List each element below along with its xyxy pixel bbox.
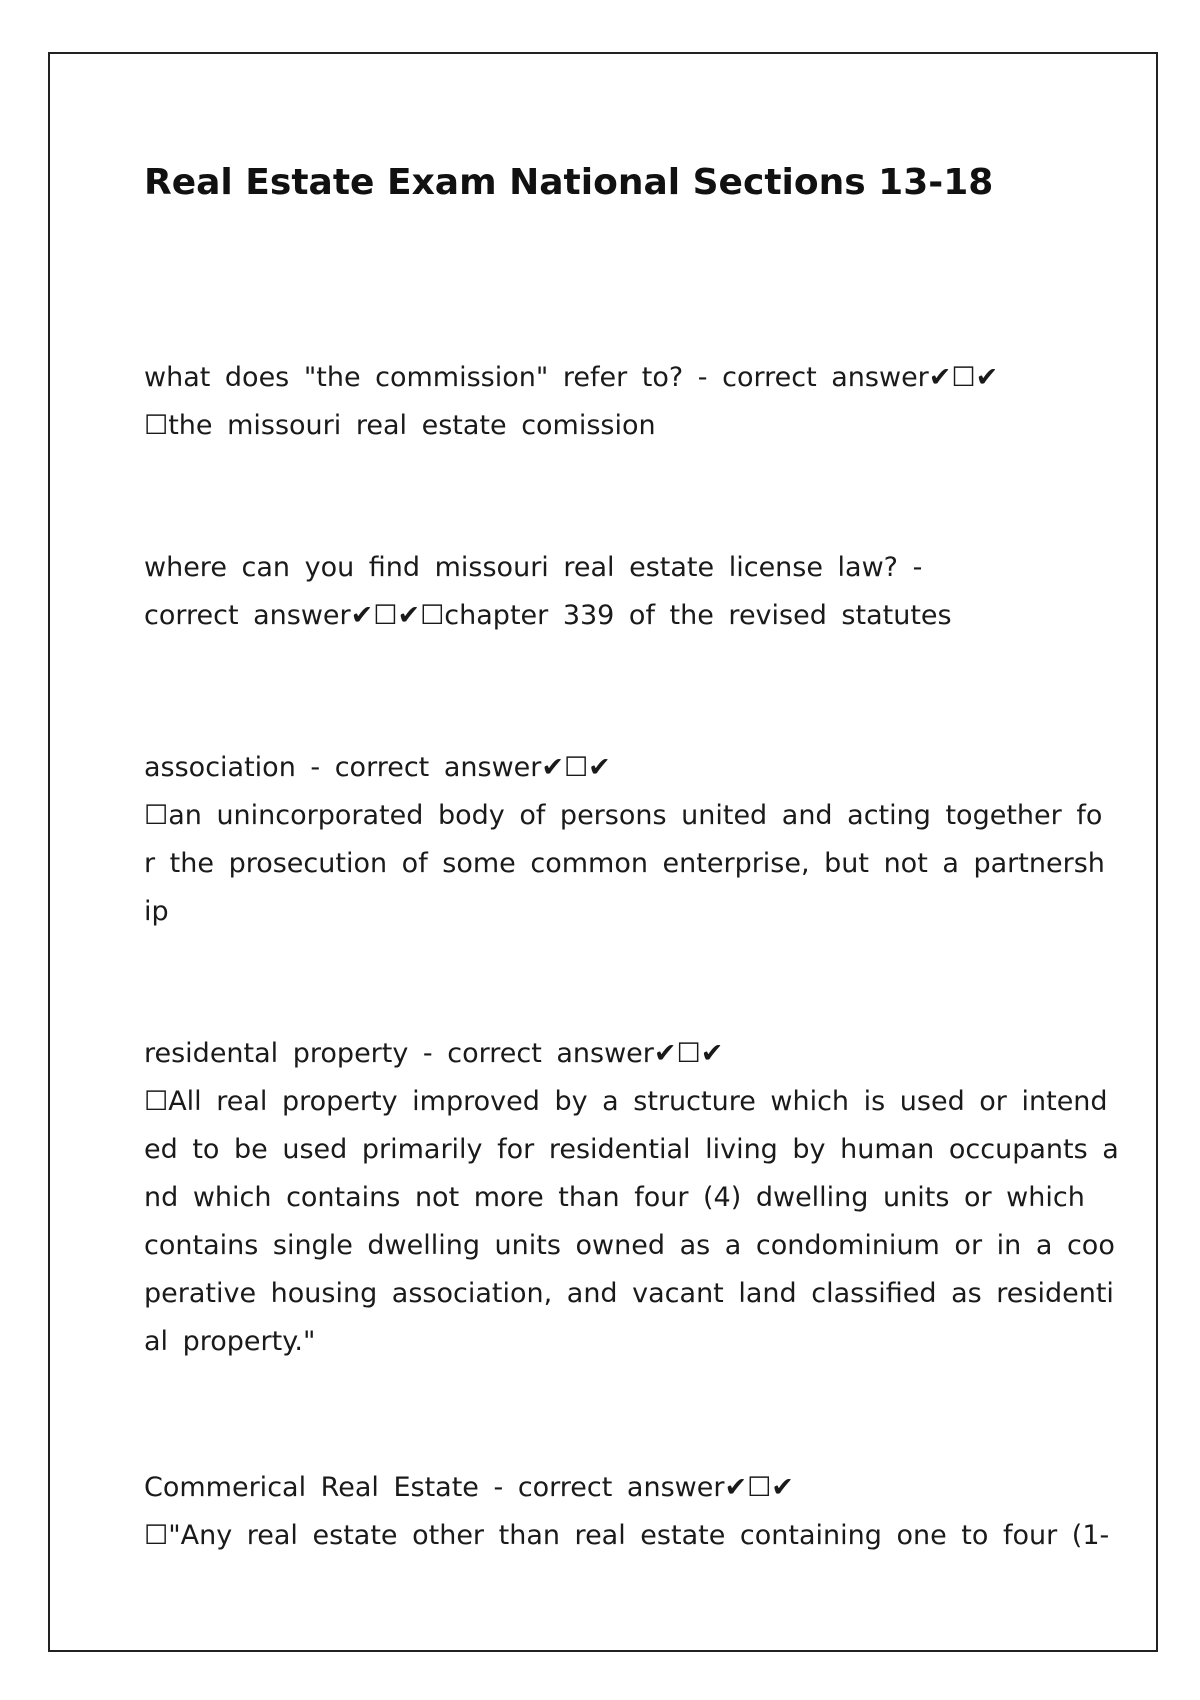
qa-line: perative housing association, and vacant land classified as residenti <box>144 1278 1114 1309</box>
qa-line: ☐an unincorporated body of persons united and acting together fo <box>144 800 1103 831</box>
qa-line: ip <box>144 896 169 927</box>
qa-item-commission <box>144 354 1084 450</box>
qa-line: residental property - correct answer✔☐✔ <box>144 1038 724 1069</box>
qa-line: contains single dwelling units owned as a condominium or in a coo <box>144 1230 1115 1261</box>
qa-item-residential-property <box>144 1030 1119 1366</box>
qa-line: r the prosecution of some common enterprise, but not a partnersh <box>144 848 1105 879</box>
qa-line: correct answer✔☐✔☐chapter 339 of the revised statutes <box>144 600 952 631</box>
qa-item-license-law <box>144 544 1084 640</box>
qa-line: association - correct answer✔☐✔ <box>144 752 611 783</box>
document-title: Real Estate Exam National Sections 13-18 <box>144 162 994 203</box>
qa-line: ☐All real property improved by a structure which is used or intend <box>144 1086 1108 1117</box>
qa-line: Commerical Real Estate - correct answer✔☐✔ <box>144 1472 794 1503</box>
qa-line: ☐the missouri real estate comission <box>144 410 656 441</box>
qa-line: what does "the commission" refer to? - correct answer✔☐✔ <box>144 362 999 393</box>
qa-line: where can you find missouri real estate license law? - <box>144 552 923 583</box>
qa-item-commercial-real-estate <box>144 1464 1110 1560</box>
qa-line: al property." <box>144 1326 316 1357</box>
qa-line: ed to be used primarily for residential living by human occupants a <box>144 1134 1119 1165</box>
document-page <box>48 52 1158 1652</box>
qa-line: nd which contains not more than four (4) dwelling units or which <box>144 1182 1085 1213</box>
qa-item-association <box>144 744 1105 936</box>
qa-line: ☐"Any real estate other than real estate containing one to four (1- <box>144 1520 1110 1551</box>
